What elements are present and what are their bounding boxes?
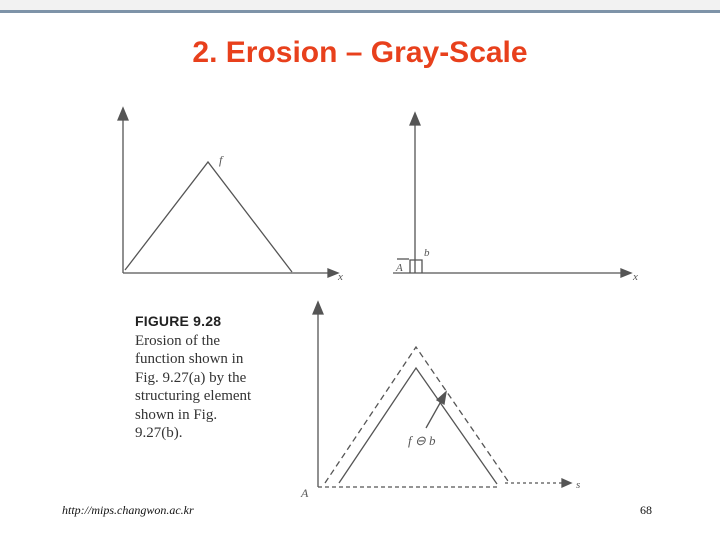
footer-url: http://mips.changwon.ac.kr (62, 503, 194, 517)
caption-body: Erosion of the function shown in Fig. 9.27(a) by the structuring element shown in Fig. 9.27(b). (135, 332, 252, 441)
label-f-erosion-b: f ⊖ b (408, 433, 436, 448)
label-s: s (576, 479, 581, 491)
panel-a-function-f (118, 108, 338, 277)
panel-c-y-arrow (313, 302, 323, 314)
page-number: 68 (640, 503, 652, 517)
function-f-curve (125, 162, 292, 272)
figure-caption (135, 312, 267, 443)
structuring-element-b (410, 260, 422, 273)
eroded-curve (339, 368, 497, 484)
caption-heading: FIGURE 9.28 (135, 313, 222, 329)
erosion-pointer-arrow (437, 392, 446, 404)
panel-b-x-arrow (621, 269, 631, 277)
slide-title: 2. Erosion – Gray-Scale (192, 36, 528, 69)
panel-b-y-arrow (410, 113, 420, 125)
panel-c-erosion-result (313, 302, 571, 487)
panel-a-x-arrow (328, 269, 338, 277)
panel-c-x-arrow (562, 479, 571, 487)
label-A-panel-c: A (301, 486, 309, 500)
label-A-panel-b: A (396, 262, 403, 274)
label-x-panel-a: x (338, 271, 343, 283)
label-b: b (424, 247, 430, 259)
panel-a-y-arrow (118, 108, 128, 120)
label-f: f (219, 153, 223, 167)
label-x-panel-b: x (633, 271, 638, 283)
